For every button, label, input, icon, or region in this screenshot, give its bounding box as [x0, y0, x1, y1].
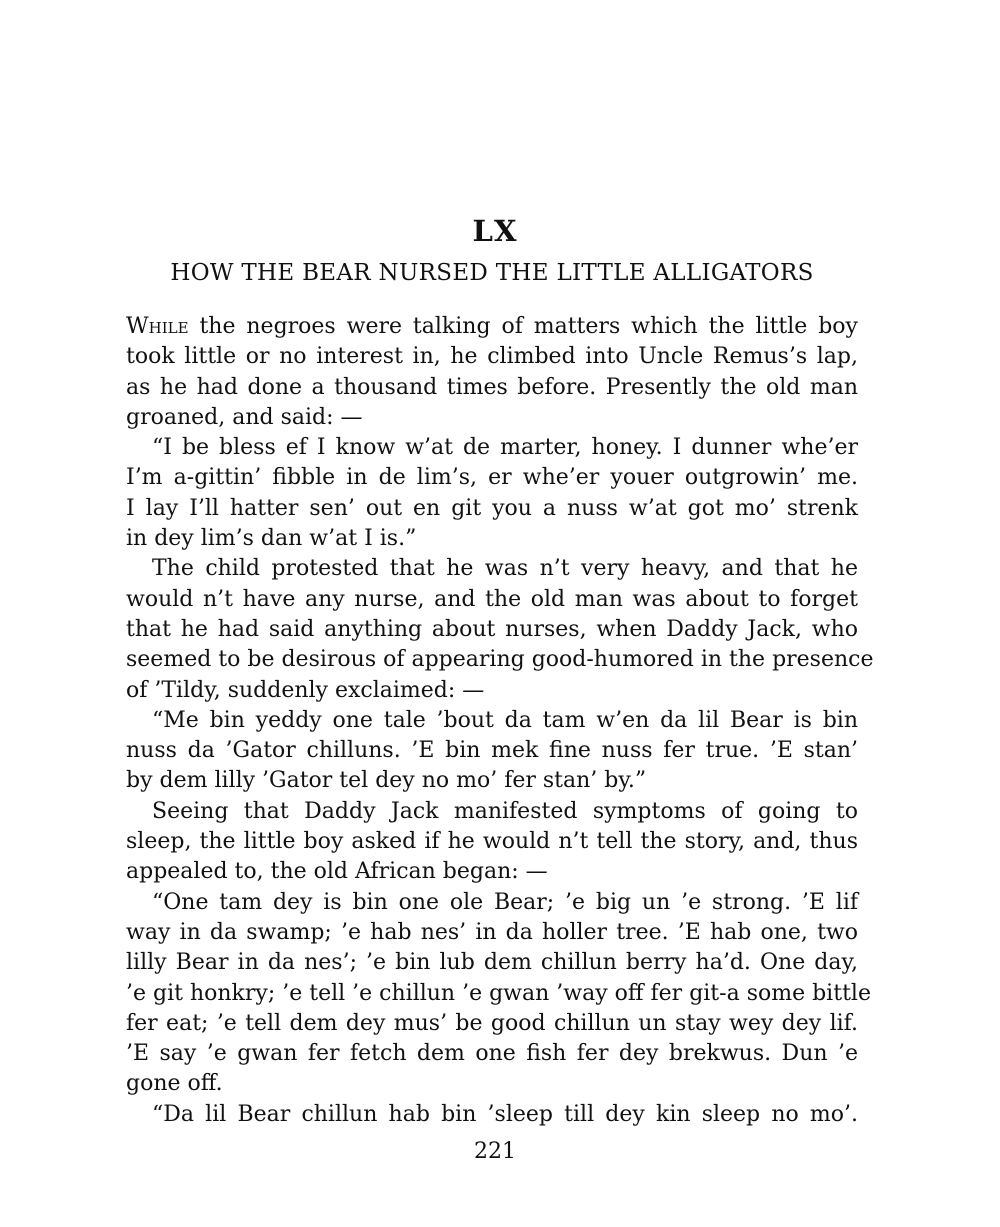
text-line: The child protested that he was n’t very heavy, and that he	[152, 556, 858, 582]
text-line: appealed to, the old African began: —	[126, 859, 548, 885]
text-line: I lay I’ll hatter sen’ out en git you a nuss w’at got mo’ strenk	[126, 495, 858, 521]
text-line: “One tam dey is bin one ole Bear; ’e big un ’e strong. ’E lif	[152, 889, 858, 915]
text-line: in dey lim’s dan w’at I is.”	[126, 526, 417, 552]
text-line: lilly Bear in da nes’; ’e bin lub dem chillun berry ha’d. One day,	[126, 950, 858, 976]
text-line: Seeing that Daddy Jack manifested symptoms of going to	[152, 798, 858, 824]
text-line: gone off.	[126, 1071, 223, 1097]
text-line: fer eat; ’e tell dem dey mus’ be good chillun un stay wey dey lif.	[126, 1010, 858, 1036]
chapter-title: HOW THE BEAR NURSED THE LITTLE ALLIGATORS	[170, 260, 814, 286]
paragraph	[126, 706, 858, 797]
text-line: “Me bin yeddy one tale ’bout da tam w’en da lil Bear is bin	[152, 707, 858, 733]
text-line: as he had done a thousand times before. Presently the old man	[126, 374, 858, 400]
text-line: would n’t have any nurse, and the old man was about to forget	[126, 586, 858, 612]
paragraph	[126, 433, 858, 554]
text-line-content: the negroes were talking of matters which the little boy	[188, 314, 858, 339]
text-line: seemed to be desirous of appearing good-humored in the presence	[126, 647, 874, 673]
body-text	[126, 312, 874, 1130]
text-line: of ’Tildy, suddenly exclaimed: —	[126, 677, 485, 703]
paragraph	[126, 312, 858, 433]
text-line: ’E say ’e gwan fer fetch dem one fish fer dey brekwus. Dun ’e	[126, 1041, 858, 1067]
paragraph	[126, 888, 871, 1100]
text-line: ’e git honkry; ’e tell ’e chillun ’e gwan ’way off fer git-a some bittle	[126, 980, 871, 1006]
text-line: “Da lil Bear chillun hab bin ’sleep till dey kin sleep no mo’.	[152, 1101, 858, 1127]
text-line: by dem lilly ’Gator tel dey no mo’ fer stan’ by.”	[126, 768, 647, 794]
lead-in-word: While	[126, 314, 189, 339]
text-line: way in da swamp; ’e hab nes’ in da holler tree. ’E hab one, two	[126, 919, 858, 945]
text-line: I’m a-gittin’ fibble in de lim’s, er whe’er youer outgrowin’ me.	[126, 465, 858, 491]
text-line: groaned, and said: —	[126, 404, 363, 430]
paragraph	[126, 554, 874, 705]
text-line: took little or no interest in, he climbed into Uncle Remus’s lap,	[126, 344, 858, 370]
page-number: 221	[474, 1139, 516, 1164]
text-line: “I be bless ef I know w’at de marter, honey. I dunner whe’er	[152, 435, 858, 461]
text-line: that he had said anything about nurses, when Daddy Jack, who	[126, 616, 858, 642]
text-line: sleep, the little boy asked if he would n’t tell the story, and, thus	[126, 829, 858, 855]
chapter-number: LX	[472, 214, 518, 248]
text-line: nuss da ’Gator chilluns. ’E bin mek fine nuss fer true. ’E stan’	[126, 738, 858, 764]
text-line	[126, 312, 858, 342]
paragraph	[126, 1100, 858, 1130]
paragraph	[126, 797, 858, 888]
